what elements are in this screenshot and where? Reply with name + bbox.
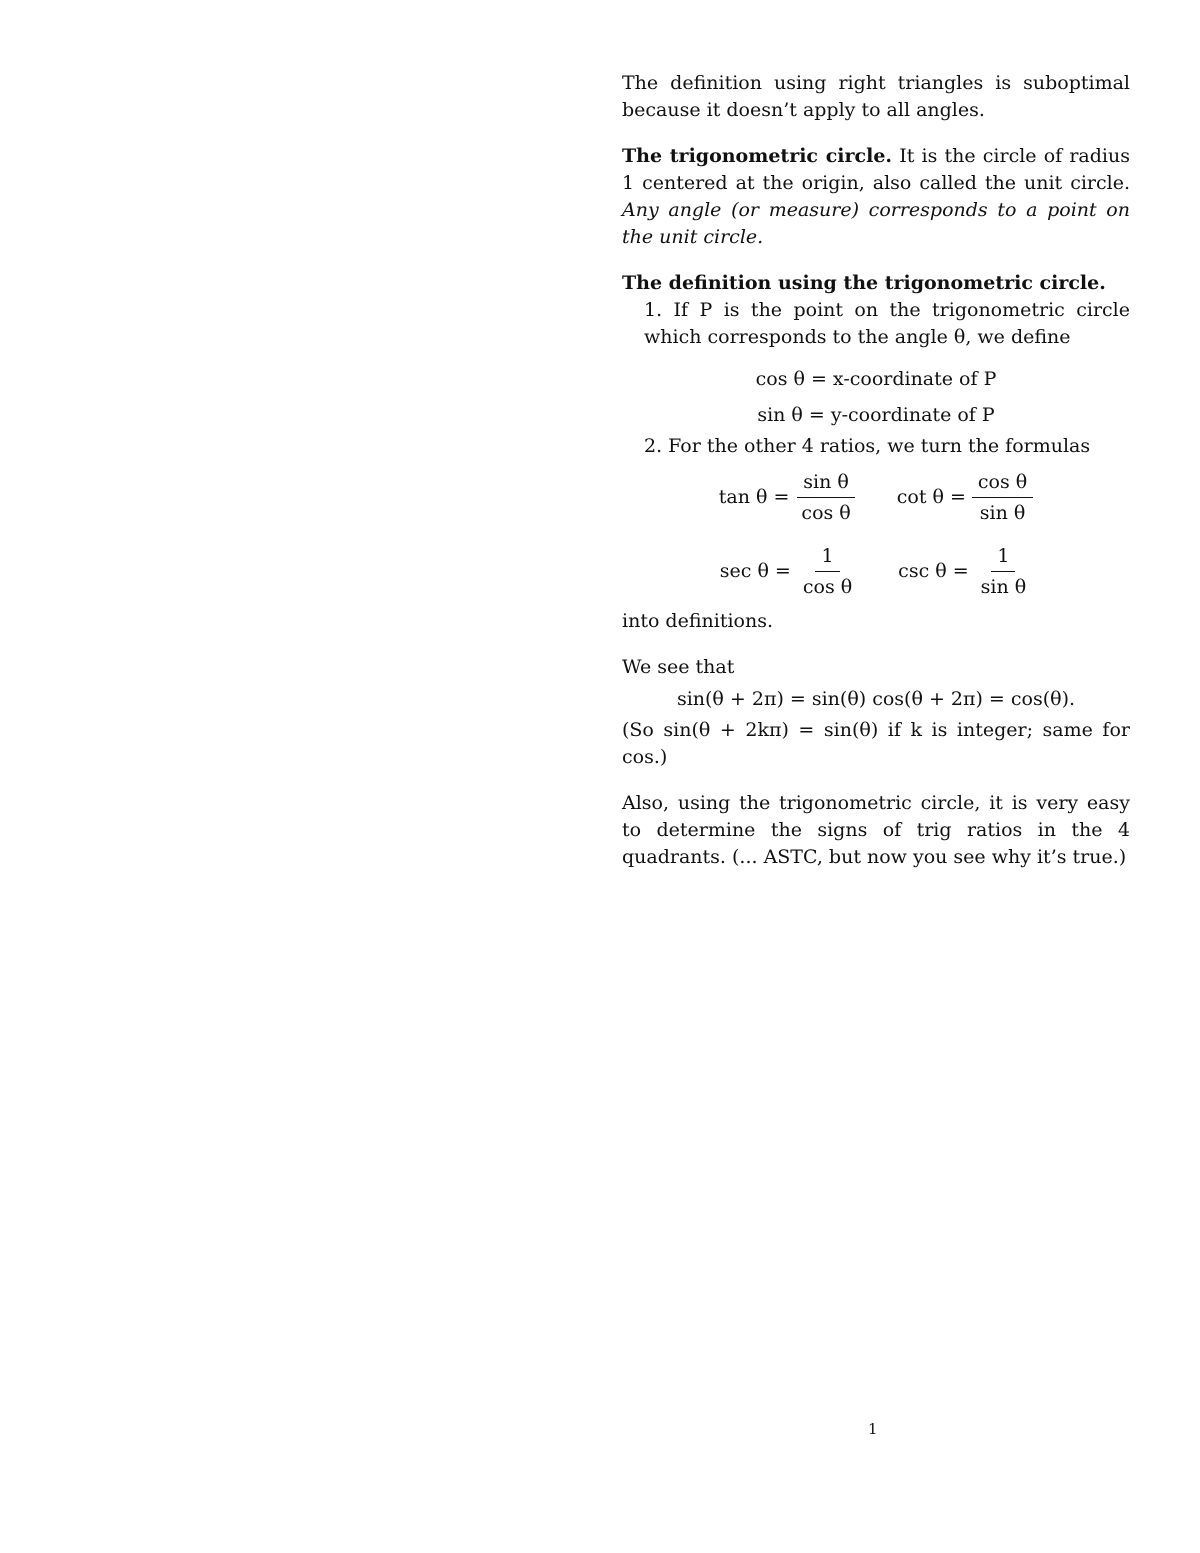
cot-denominator: sin θ xyxy=(979,501,1026,524)
sec-formula xyxy=(720,541,858,602)
sec-csc-formulas xyxy=(622,534,1130,608)
page-number: 1 xyxy=(868,1420,878,1438)
spacer xyxy=(622,635,1130,654)
cot-lhs: cot θ = xyxy=(896,486,966,508)
sec-denominator: cos θ xyxy=(802,575,853,598)
cot-fraction xyxy=(972,467,1033,528)
tan-cot-formulas xyxy=(622,460,1130,534)
csc-numerator: 1 xyxy=(991,541,1015,572)
paragraph-right-triangle-definition: The definition using right triangles is suboptimal because it doesn’t apply to all angles. xyxy=(622,72,1130,121)
trig-circle-text: It is the circle of radius 1 centered at the origin, also called the unit circle. xyxy=(622,145,1130,194)
tan-numerator: sin θ xyxy=(797,467,855,498)
cos-definition-formula: cos θ = x-coordinate of P xyxy=(755,368,997,390)
csc-denominator: sin θ xyxy=(980,575,1027,598)
trig-circle-italic-text: Any angle (or measure) corresponds to a point on the unit circle. xyxy=(622,199,1130,248)
spacer xyxy=(622,124,1130,143)
csc-fraction xyxy=(975,541,1033,602)
tan-fraction xyxy=(795,467,856,528)
tan-denominator: cos θ xyxy=(801,501,851,524)
content-column xyxy=(622,70,1130,871)
cot-formula xyxy=(897,467,1033,528)
periodicity-formula: sin(θ + 2π) = sin(θ) cos(θ + 2π) = cos(θ). xyxy=(676,688,1076,710)
definition-heading: The definition using the trigonometric circle. xyxy=(622,272,1106,294)
paragraph-quadrant-signs: Also, using the trigonometric circle, it is very easy to determine the signs of trig ratios in the 4 quadrants. (... ASTC, but now you see why it’s true.) xyxy=(622,792,1130,868)
tan-formula xyxy=(719,467,857,528)
csc-lhs: csc θ = xyxy=(898,560,969,582)
definition-item-2: 2. For the other 4 ratios, we turn the formulas xyxy=(644,435,1091,457)
cot-numerator: cos θ xyxy=(972,467,1033,498)
sec-lhs: sec θ = xyxy=(719,560,791,582)
periodicity-note: (So sin(θ + 2kπ) = sin(θ) if k is integer; same for cos.) xyxy=(622,719,1130,768)
definition-tail: into definitions. xyxy=(622,610,773,632)
sin-definition-formula: sin θ = y-coordinate of P xyxy=(757,404,995,426)
spacer xyxy=(622,251,1130,270)
periodicity-intro: We see that xyxy=(622,656,735,678)
sec-fraction xyxy=(797,541,858,602)
definition-item-1: 1. If P is the point on the trigonometric circle which corresponds to the angle θ, we define xyxy=(644,299,1130,348)
tan-lhs: tan θ = xyxy=(718,486,790,508)
spacer xyxy=(622,351,1130,361)
paragraph-trig-circle xyxy=(622,143,1130,251)
spacer xyxy=(622,771,1130,790)
trig-circle-heading: The trigonometric circle. xyxy=(622,145,893,167)
sec-numerator: 1 xyxy=(815,541,839,572)
csc-formula xyxy=(898,541,1032,602)
